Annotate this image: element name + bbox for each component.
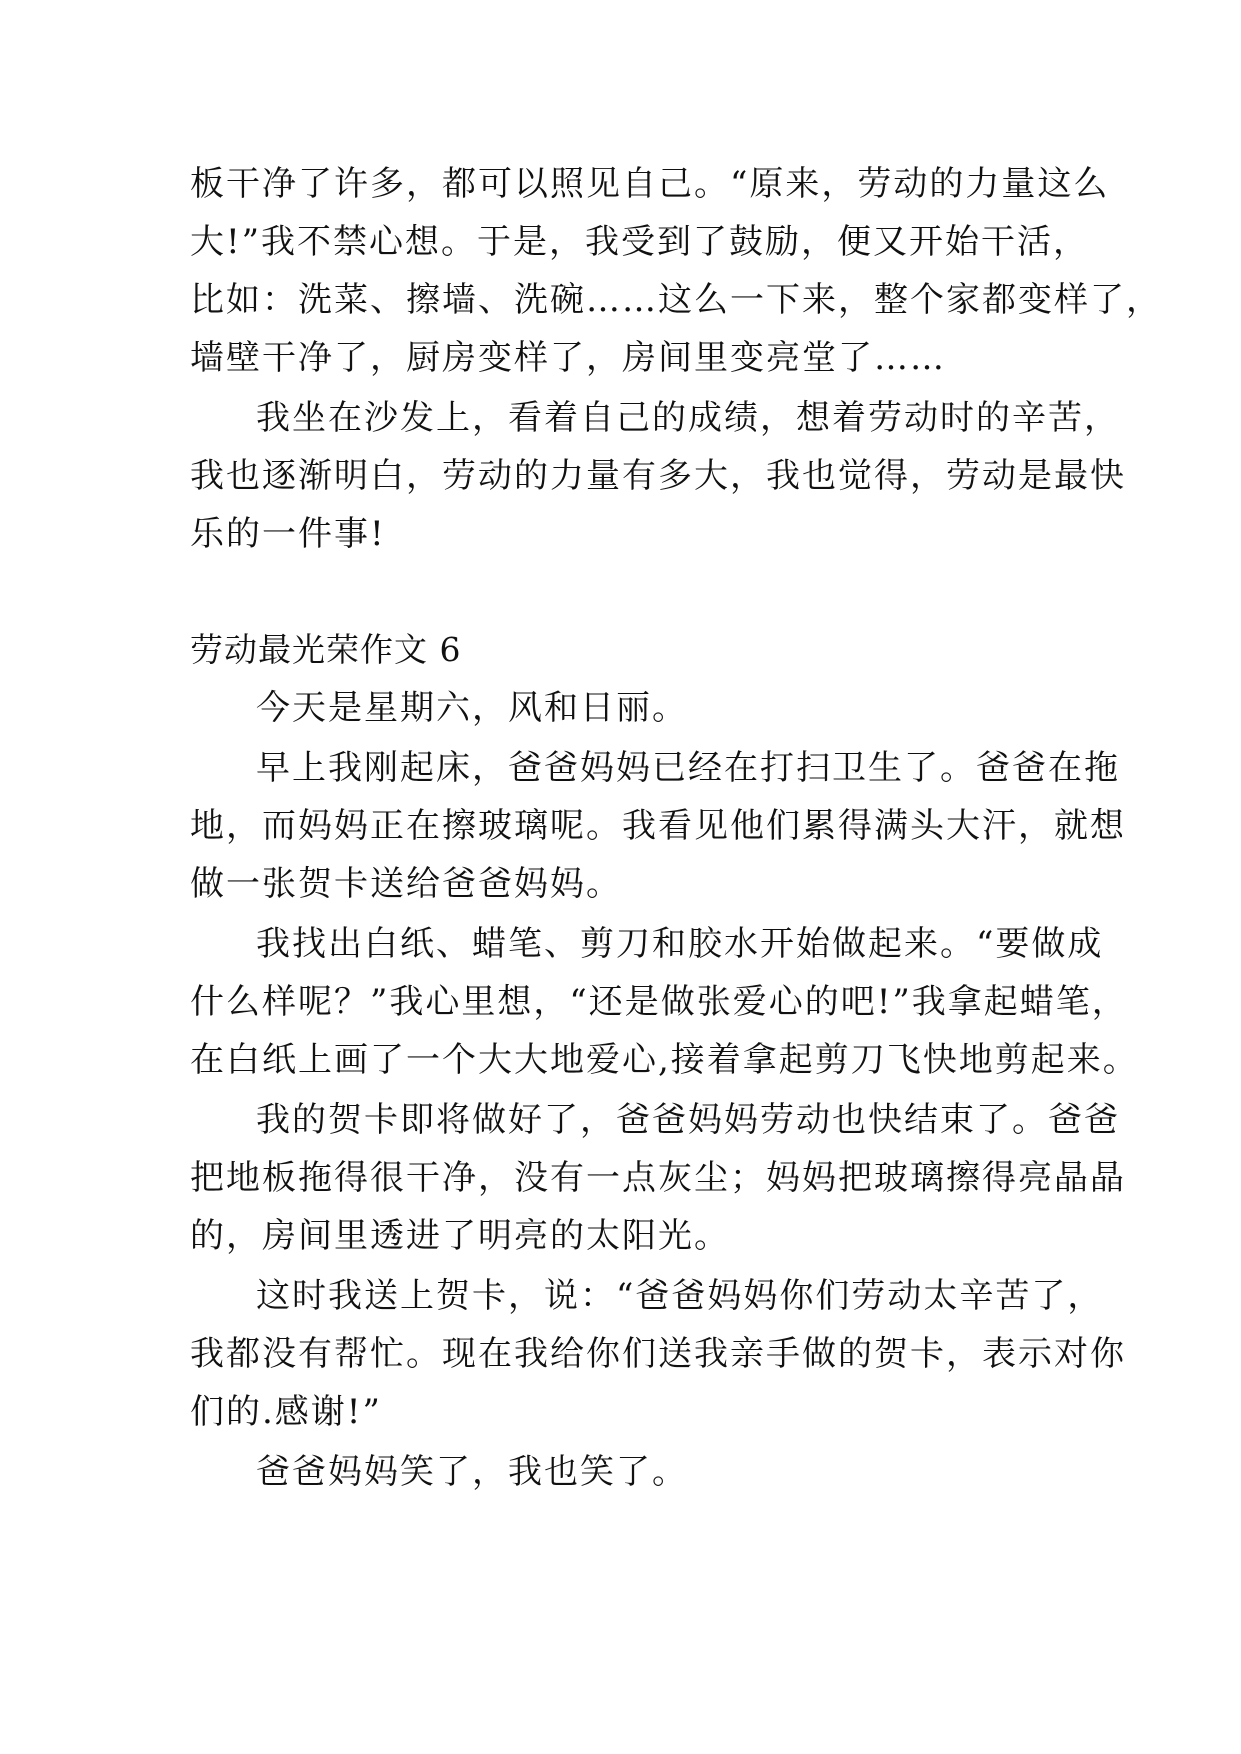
text-line: 的，房间里透进了明亮的太阳光。 — [190, 1216, 730, 1256]
text-line: 做一张贺卡送给爸爸妈妈。 — [190, 864, 622, 904]
text-line: 什么样呢？”我心里想，“还是做张爱心的吧!”我拿起蜡笔， — [190, 982, 1128, 1022]
text-line: 乐的一件事! — [190, 514, 386, 554]
text-line: 早上我刚起床，爸爸妈妈已经在打扫卫生了。爸爸在拖 — [256, 748, 1120, 788]
text-line: 今天是星期六，风和日丽。 — [256, 688, 688, 728]
text-line: 我的贺卡即将做好了，爸爸妈妈劳动也快结束了。爸爸 — [256, 1100, 1120, 1140]
text-line: 们的.感谢!” — [190, 1392, 382, 1432]
text-line: 我也逐渐明白，劳动的力量有多大，我也觉得，劳动是最快 — [190, 456, 1126, 496]
text-line: 我坐在沙发上，看着自己的成绩，想着劳动时的辛苦， — [256, 398, 1120, 438]
essay-title: 劳动最光荣作文 6 — [190, 630, 462, 669]
text-line: 大!”我不禁心想。于是，我受到了鼓励，便又开始干活， — [190, 222, 1090, 262]
text-line: 我都没有帮忙。现在我给你们送我亲手做的贺卡，表示对你 — [190, 1334, 1126, 1374]
text-line: 在白纸上画了一个大大地爱心,接着拿起剪刀飞快地剪起来。 — [190, 1040, 1139, 1080]
text-line: 我找出白纸、蜡笔、剪刀和胶水开始做起来。“要做成 — [256, 924, 1104, 964]
text-line: 地，而妈妈正在擦玻璃呢。我看见他们累得满头大汗，就想 — [190, 806, 1126, 846]
text-line: 把地板拖得很干净，没有一点灰尘；妈妈把玻璃擦得亮晶晶 — [190, 1158, 1126, 1198]
text-line: 墙壁干净了，厨房变样了，房间里变亮堂了…… — [190, 338, 946, 378]
text-line: 爸爸妈妈笑了，我也笑了。 — [256, 1452, 688, 1492]
text-line: 板干净了许多，都可以照见自己。“原来，劳动的力量这么 — [190, 164, 1110, 204]
text-line: 比如：洗菜、擦墙、洗碗……这么一下来，整个家都变样了， — [190, 280, 1162, 320]
text-line: 这时我送上贺卡，说：“爸爸妈妈你们劳动太辛苦了， — [256, 1276, 1104, 1316]
